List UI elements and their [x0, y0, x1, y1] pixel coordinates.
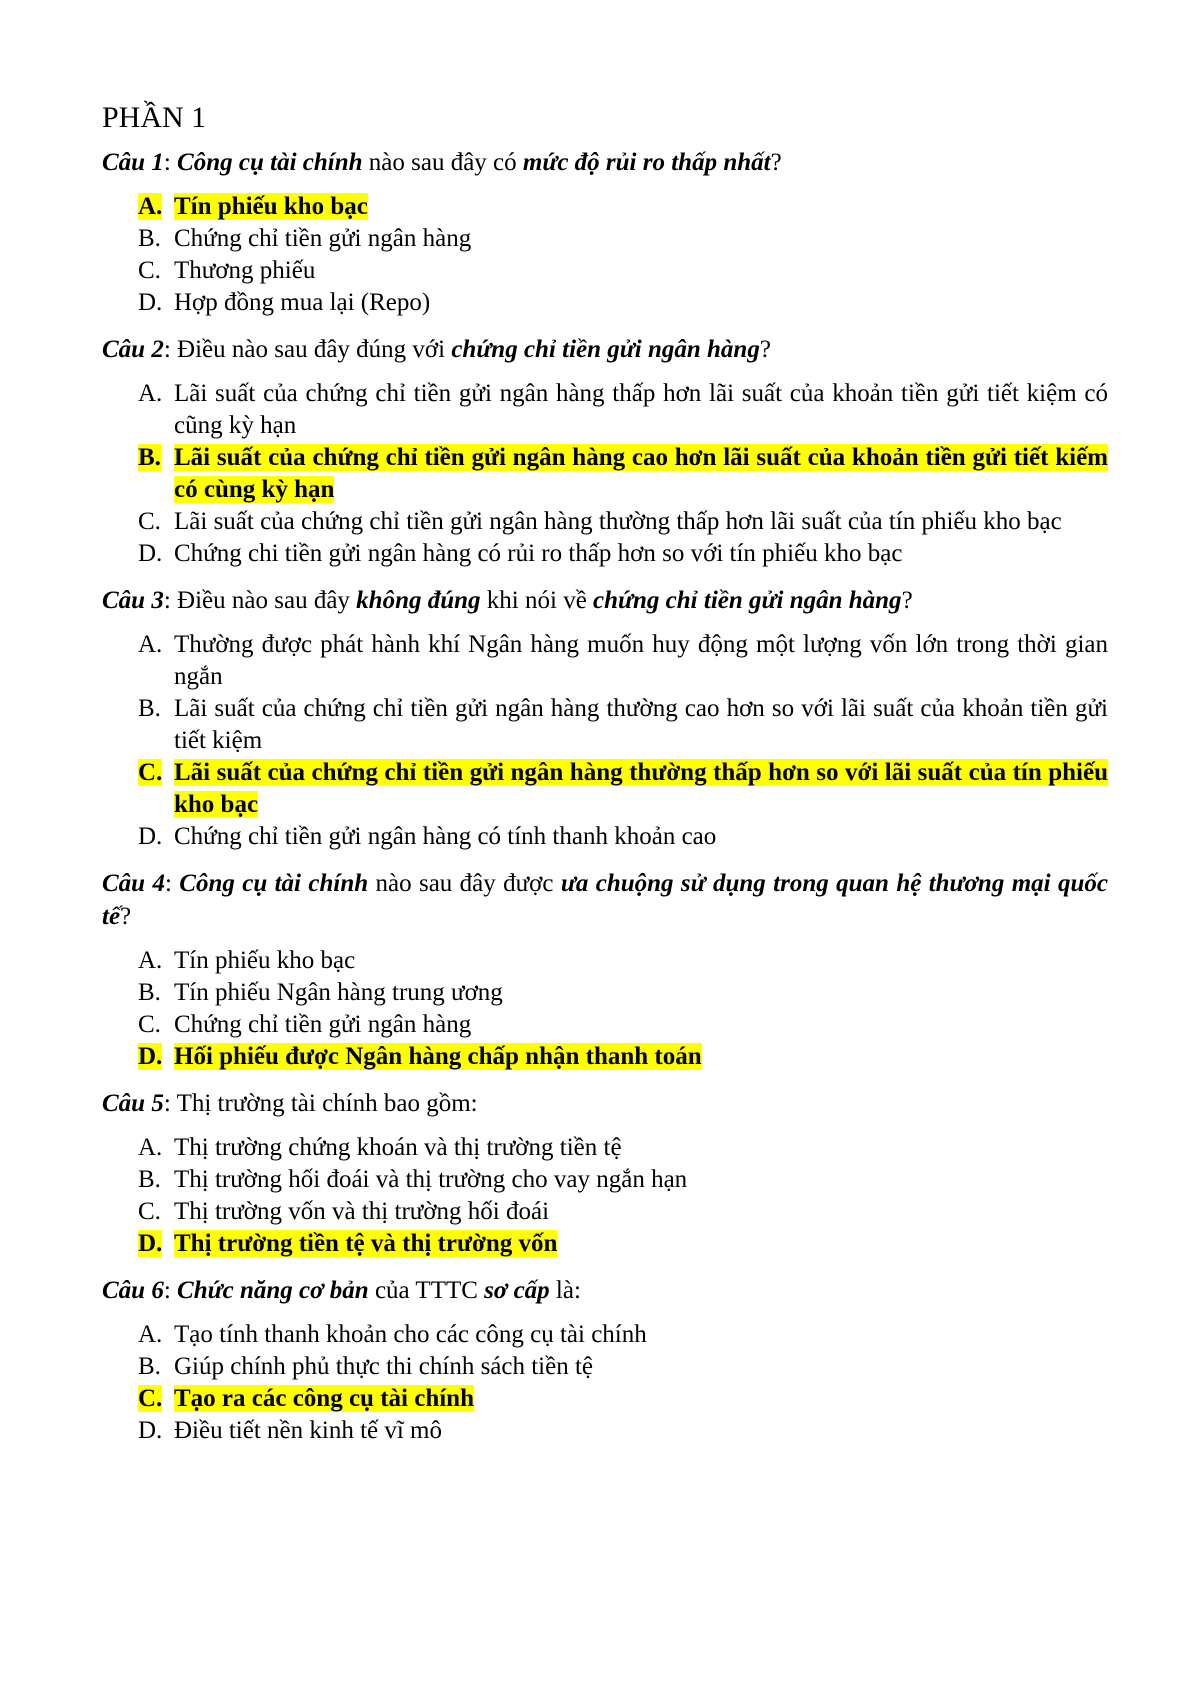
- option-letter: D.: [138, 1417, 163, 1444]
- question-label: Câu 2: [102, 336, 164, 363]
- option-letter: B.: [138, 979, 161, 1006]
- option-text: Lãi suất của chứng chỉ tiền gửi ngân hàng cao hơn lãi suất của khoản tiền gửi tiết kiếm có cùng kỳ hạn: [174, 444, 1108, 503]
- option-text: Hối phiếu được Ngân hàng chấp nhận thanh toán: [174, 1043, 702, 1070]
- answer-option: [102, 255, 1108, 287]
- question-emphasis: sơ cấp: [484, 1277, 550, 1304]
- option-text: Thương phiếu: [174, 257, 316, 284]
- option-letter: A.: [138, 193, 163, 220]
- answer-option: [102, 821, 1108, 853]
- answer-option: [102, 629, 1108, 693]
- option-letter: D.: [138, 1230, 163, 1257]
- option-text: Thị trường hối đoái và thị trường cho vay ngắn hạn: [174, 1166, 688, 1193]
- question-text: [102, 1274, 1108, 1307]
- answer-option: [102, 1319, 1108, 1351]
- answer-option-correct: [102, 191, 1108, 223]
- option-letter: A.: [138, 631, 163, 658]
- question-text: [102, 333, 1108, 366]
- question-emphasis: không đúng: [356, 587, 481, 614]
- question-label: Câu 3: [102, 587, 164, 614]
- answer-option: [102, 1132, 1108, 1164]
- question-3: [102, 584, 1108, 853]
- option-text: Tín phiếu Ngân hàng trung ương: [174, 979, 503, 1006]
- question-text: [102, 146, 1108, 179]
- option-text: Chứng chi tiền gửi ngân hàng có rủi ro thấp hơn so với tín phiếu kho bạc: [174, 540, 903, 567]
- answer-option: [102, 538, 1108, 570]
- option-text: Lãi suất của chứng chỉ tiền gửi ngân hàng thường cao hơn so với lãi suất của khoản tiền gửi tiết kiệm: [174, 695, 1108, 754]
- section-title: PHẦN 1: [102, 101, 207, 134]
- question-text-segment: ?: [120, 903, 132, 930]
- option-letter: B.: [138, 225, 161, 252]
- question-text-segment: Điều nào sau đây: [177, 587, 357, 614]
- question-emphasis: chứng chỉ tiền gửi ngân hàng: [593, 587, 902, 614]
- question-text-segment: nào sau đây được: [368, 870, 561, 897]
- answer-option: [102, 1196, 1108, 1228]
- option-text: Thị trường vốn và thị trường hối đoái: [174, 1198, 550, 1225]
- question-emphasis: mức độ rủi ro thấp nhất: [522, 149, 771, 176]
- option-text: Lãi suất của chứng chỉ tiền gửi ngân hàng thường thấp hơn lãi suất của tín phiếu kho bạc: [174, 508, 1062, 535]
- answer-option: [102, 1415, 1108, 1447]
- question-6: [102, 1274, 1108, 1447]
- option-letter: C.: [138, 257, 161, 284]
- option-letter: A.: [138, 1321, 163, 1348]
- answer-option-correct: [102, 1228, 1108, 1260]
- answer-option: [102, 977, 1108, 1009]
- option-list: [102, 1132, 1108, 1260]
- option-text: Chứng chỉ tiền gửi ngân hàng: [174, 1011, 472, 1038]
- question-text-segment: Thị trường tài chính bao gồm:: [176, 1090, 478, 1117]
- option-text: Tín phiếu kho bạc: [174, 193, 368, 220]
- option-text: Lãi suất của chứng chỉ tiền gửi ngân hàng thường thấp hơn so với lãi suất của tín phiếu kho bạc: [174, 759, 1108, 818]
- question-label: Câu 4: [102, 870, 165, 897]
- question-emphasis: Công cụ tài chính: [179, 870, 369, 897]
- answer-option: [102, 378, 1108, 442]
- option-text: Thị trường chứng khoán và thị trường tiền tệ: [174, 1134, 622, 1161]
- option-letter: C.: [138, 1385, 163, 1412]
- option-letter: A.: [138, 1134, 163, 1161]
- option-list: [102, 191, 1108, 319]
- question-5: [102, 1087, 1108, 1260]
- option-text: Hợp đồng mua lại (Repo): [174, 289, 431, 316]
- question-label: Câu 6: [102, 1277, 164, 1304]
- question-emphasis: Công cụ tài chính: [177, 149, 363, 176]
- question-text-segment: là:: [549, 1277, 581, 1304]
- question-label-colon: :: [163, 336, 178, 363]
- option-letter: B.: [138, 695, 161, 722]
- question-emphasis: ưa chuộng sử dụng trong quan hệ thương mại quốc tế: [102, 870, 1108, 930]
- option-text: Tạo ra các công cụ tài chính: [174, 1385, 474, 1412]
- option-text: Chứng chỉ tiền gửi ngân hàng có tính thanh khoản cao: [174, 823, 717, 850]
- option-letter: A.: [138, 947, 163, 974]
- document-content: [102, 96, 1108, 1461]
- option-letter: C.: [138, 1198, 161, 1225]
- question-label-colon: :: [163, 149, 178, 176]
- answer-option: [102, 1164, 1108, 1196]
- answer-option-correct: [102, 757, 1108, 821]
- answer-option-correct: [102, 1041, 1108, 1073]
- question-label-colon: :: [164, 870, 180, 897]
- answer-option: [102, 945, 1108, 977]
- question-list: [102, 146, 1108, 1447]
- option-text: Thường được phát hành khí Ngân hàng muốn huy động một lượng vốn lớn trong thời gian ngắn: [174, 631, 1108, 690]
- option-text: Tạo tính thanh khoản cho các công cụ tài chính: [174, 1321, 647, 1348]
- question-label: Câu 5: [102, 1090, 164, 1117]
- option-letter: A.: [138, 380, 163, 407]
- option-letter: B.: [138, 444, 161, 471]
- question-1: [102, 146, 1108, 319]
- question-4: [102, 867, 1108, 1073]
- question-label: Câu 1: [102, 149, 164, 176]
- answer-option: [102, 506, 1108, 538]
- option-letter: C.: [138, 759, 163, 786]
- answer-option: [102, 223, 1108, 255]
- question-text-segment: khi nói về: [480, 587, 594, 614]
- question-label-colon: :: [163, 587, 178, 614]
- answer-option: [102, 1351, 1108, 1383]
- question-text: [102, 867, 1108, 933]
- question-text-segment: ?: [901, 587, 913, 614]
- question-emphasis: chứng chỉ tiền gửi ngân hàng: [451, 336, 760, 363]
- option-text: Lãi suất của chứng chỉ tiền gửi ngân hàng thấp hơn lãi suất của khoản tiền gửi tiết kiệm có cũng kỳ hạn: [174, 380, 1108, 439]
- question-text: [102, 584, 1108, 617]
- option-letter: C.: [138, 508, 161, 535]
- option-letter: D.: [138, 1043, 163, 1070]
- option-text: Tín phiếu kho bạc: [174, 947, 356, 974]
- option-letter: D.: [138, 823, 163, 850]
- option-text: Điều tiết nền kinh tế vĩ mô: [174, 1417, 443, 1444]
- question-emphasis: Chức năng cơ bản: [177, 1277, 369, 1304]
- question-text: [102, 1087, 1108, 1120]
- option-text: Thị trường tiền tệ và thị trường vốn: [174, 1230, 558, 1257]
- option-list: [102, 945, 1108, 1073]
- answer-option: [102, 1009, 1108, 1041]
- question-text-segment: của TTTC: [368, 1277, 485, 1304]
- option-letter: D.: [138, 289, 163, 316]
- answer-option: [102, 693, 1108, 757]
- option-text: Giúp chính phủ thực thi chính sách tiền tệ: [174, 1353, 594, 1380]
- option-letter: D.: [138, 540, 163, 567]
- answer-option-correct: [102, 1383, 1108, 1415]
- option-list: [102, 378, 1108, 570]
- option-list: [102, 1319, 1108, 1447]
- question-text-segment: Điều nào sau đây đúng với: [177, 336, 452, 363]
- question-label-colon: :: [163, 1277, 178, 1304]
- option-list: [102, 629, 1108, 853]
- question-text-segment: nào sau đây có: [362, 149, 523, 176]
- option-letter: C.: [138, 1011, 161, 1038]
- question-label-colon: :: [163, 1090, 177, 1117]
- question-text-segment: ?: [759, 336, 771, 363]
- option-letter: B.: [138, 1166, 161, 1193]
- question-2: [102, 333, 1108, 570]
- option-letter: B.: [138, 1353, 161, 1380]
- option-text: Chứng chỉ tiền gửi ngân hàng: [174, 225, 472, 252]
- answer-option: [102, 287, 1108, 319]
- answer-option-correct: [102, 442, 1108, 506]
- question-text-segment: ?: [770, 149, 782, 176]
